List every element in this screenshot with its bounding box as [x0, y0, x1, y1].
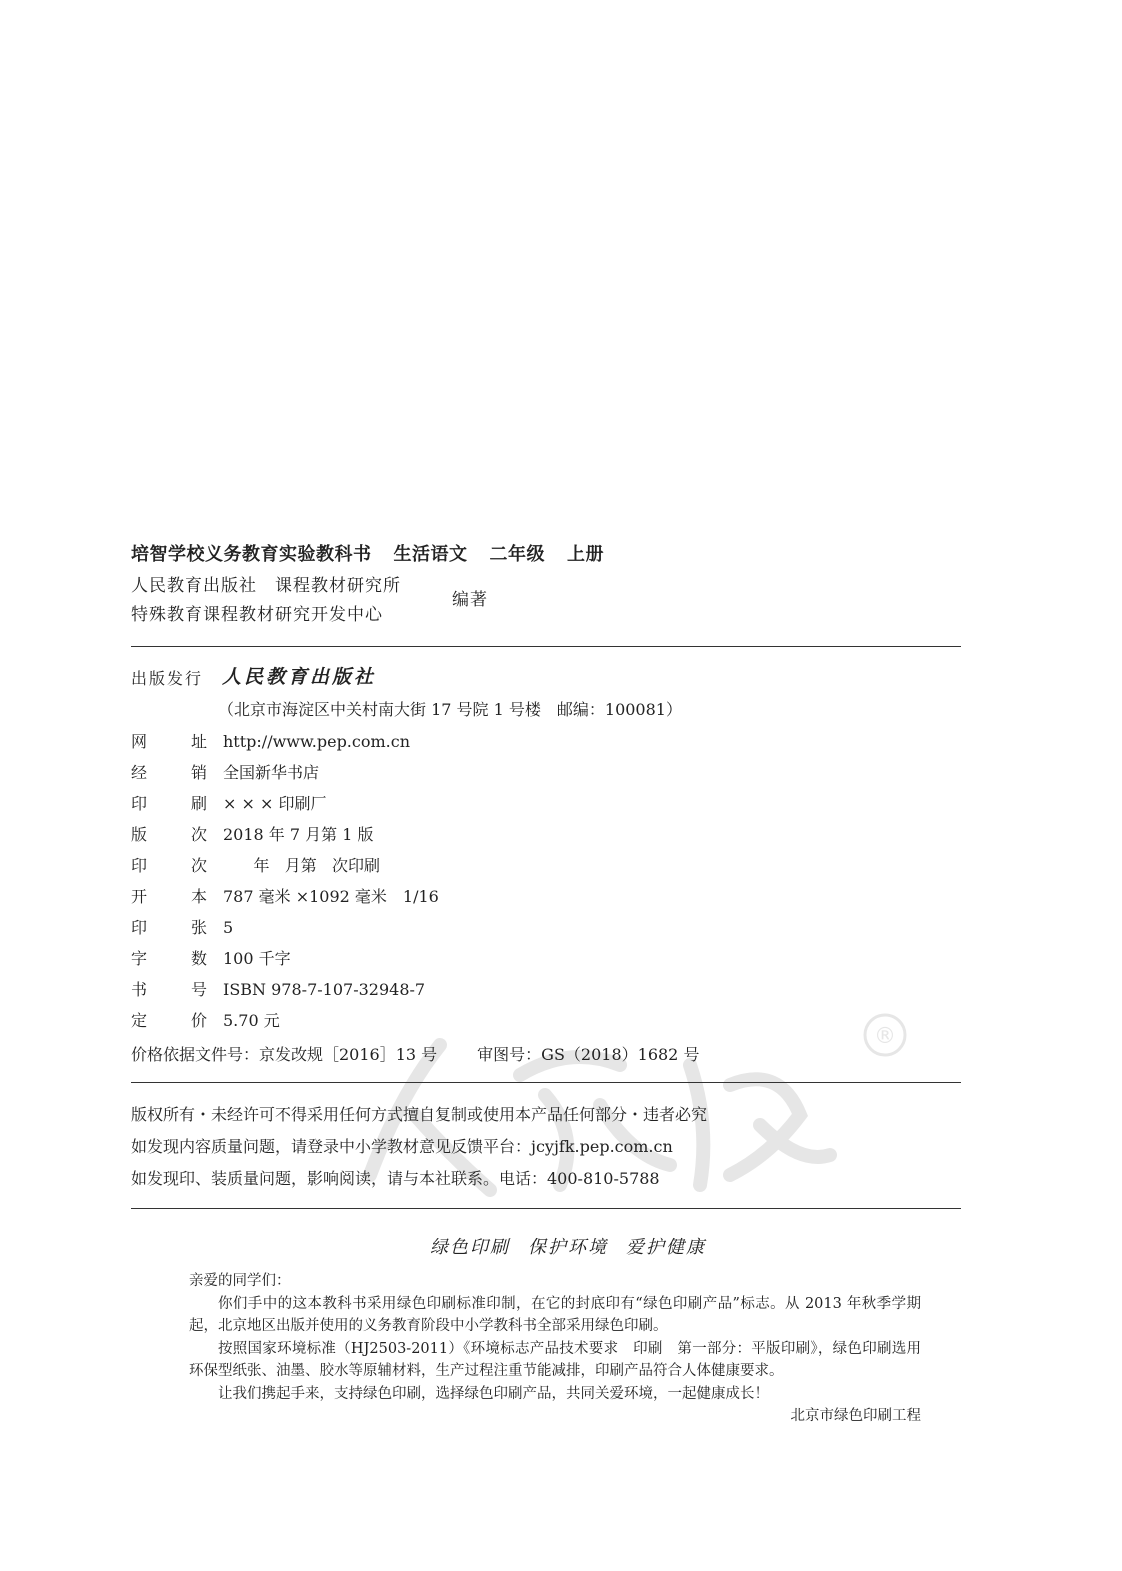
row-label-char: 定	[131, 1011, 148, 1030]
isbn-value: ISBN 978-7-107-32948-7	[223, 980, 426, 999]
editor-line-2: 特殊教育课程教材研究开发中心	[131, 605, 383, 625]
publisher-logo: 人民教育出版社	[222, 666, 377, 688]
green-title-part: 绿色印刷	[430, 1237, 510, 1258]
info-row-sheets	[131, 915, 233, 938]
copyright-notice: 版权所有・未经许可不得采用任何方式擅自复制或使用本产品任何部分・违者必究	[131, 1105, 708, 1124]
letter-greeting: 亲爱的同学们：	[189, 1273, 291, 1289]
row-label-char: 销	[190, 763, 207, 782]
row-label-char: 印	[131, 794, 148, 813]
row-label-char: 次	[190, 856, 207, 875]
row-label-char: 版	[131, 825, 148, 844]
row-label-char: 书	[131, 980, 148, 999]
info-row-format	[131, 884, 439, 907]
wordcount-value: 100 千字	[223, 949, 291, 968]
row-label-char: 经	[131, 763, 148, 782]
editor-role: 编著	[452, 590, 488, 610]
edition-value: 2018 年 7 月第 1 版	[223, 825, 374, 844]
sheets-value: 5	[223, 918, 234, 937]
website-value[interactable]: http://www.pep.com.cn	[223, 732, 411, 751]
title-subject: 生活语文	[393, 544, 468, 565]
format-value: 787 毫米 ×1092 毫米 1/16	[223, 887, 439, 906]
info-row-price	[131, 1008, 280, 1031]
info-row-wordcount	[131, 946, 291, 969]
info-row-edition	[131, 822, 374, 845]
editor-line-1: 人民教育出版社 课程教材研究所	[131, 576, 401, 596]
green-title-part: 保护环境	[528, 1237, 608, 1258]
price-basis-line	[131, 1042, 699, 1065]
row-label-char: 印	[131, 918, 148, 937]
divider	[131, 1082, 961, 1083]
row-label-char: 价	[190, 1011, 207, 1030]
publisher-address: （北京市海淀区中关村南大街 17 号院 1 号楼 邮编：100081）	[218, 700, 682, 719]
row-label-char: 号	[190, 980, 207, 999]
row-label-char: 刷	[190, 794, 207, 813]
divider	[131, 1208, 961, 1209]
registered-mark: ®	[874, 1024, 896, 1049]
title-volume: 上册	[567, 544, 604, 565]
info-row-printer	[131, 791, 326, 814]
divider	[131, 646, 961, 647]
book-title	[131, 540, 604, 566]
row-label-char: 址	[190, 732, 207, 751]
title-series: 培智学校义务教育实验教科书	[131, 544, 372, 565]
feedback-line: 如发现内容质量问题，请登录中小学教材意见反馈平台：jcyjfk.pep.com.cn	[131, 1137, 673, 1156]
distributor-value: 全国新华书店	[223, 763, 320, 782]
row-label-char: 字	[131, 949, 148, 968]
letter-paragraph: 按照国家环境标准（HJ2503-2011）《环境标志产品技术要求 印刷 第一部分：平版印刷》，绿色印刷选用环保型纸张、油墨、胶水等原辅材料，生产过程注重节能减排，印刷产品符合人体健康要求。	[189, 1340, 921, 1379]
row-label-char: 数	[190, 949, 207, 968]
green-print-letter	[189, 1270, 921, 1428]
row-label-char: 开	[131, 887, 148, 906]
title-grade: 二年级	[489, 544, 545, 565]
green-title-part: 爱护健康	[626, 1237, 706, 1258]
green-print-title	[430, 1233, 706, 1259]
price-basis: 价格依据文件号：京发改规［2016］13 号	[131, 1045, 438, 1064]
row-label-char: 本	[190, 887, 207, 906]
printing-value: 年 月第 次印刷	[223, 856, 381, 875]
row-label-char: 张	[190, 918, 207, 937]
info-row-printing	[131, 853, 380, 876]
info-row-website	[131, 729, 410, 752]
map-approval: 审图号：GS（2018）1682 号	[477, 1045, 700, 1064]
row-label-char: 次	[190, 825, 207, 844]
info-row-isbn	[131, 977, 425, 1000]
row-label-char: 印	[131, 856, 148, 875]
price-value: 5.70 元	[223, 1011, 280, 1030]
printer-value: × × × 印刷厂	[223, 794, 327, 813]
letter-paragraph: 你们手中的这本教科书采用绿色印刷标准印制，在它的封底印有“绿色印刷产品”标志。从 2013 年秋季学期起，北京地区出版并使用的义务教育阶段中小学教科书全部采用绿色印刷。	[189, 1295, 921, 1334]
info-row-distributor	[131, 760, 319, 783]
letter-signature: 北京市绿色印刷工程	[790, 1408, 921, 1424]
publisher-label: 出版发行	[131, 669, 204, 688]
editors-block	[131, 572, 401, 630]
phone-line: 如发现印、装质量问题，影响阅读，请与本社联系。电话：400-810-5788	[131, 1169, 660, 1188]
row-label-char: 网	[131, 732, 148, 751]
letter-paragraph: 让我们携起手来，支持绿色印刷，选择绿色印刷产品，共同关爱环境，一起健康成长！	[218, 1385, 769, 1402]
